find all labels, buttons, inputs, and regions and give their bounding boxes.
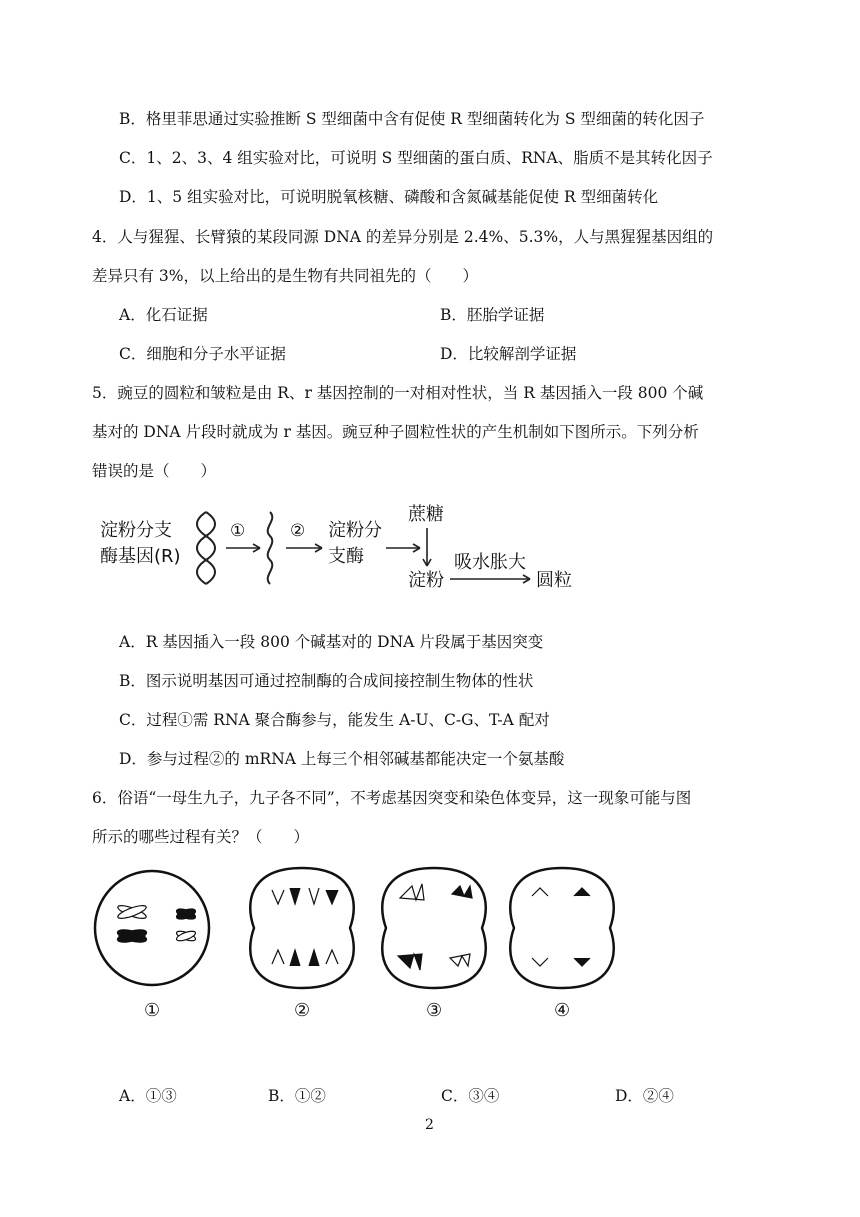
q5-stem-line3: 错误的是（ ） [92, 462, 217, 480]
mrna-strand-icon [268, 512, 273, 584]
arrow-4 [450, 575, 530, 583]
cell-label-2: ② [294, 1000, 311, 1021]
cell-1-chromosomes [116, 903, 197, 945]
arrow-3 [386, 544, 420, 552]
q3-option-b: B．格里菲思通过实验推断 S 型细菌中含有促使 R 型细菌转化为 S 型细菌的转化因子 [119, 110, 705, 128]
q6-stem-line2: 所示的哪些过程有关？（ ） [92, 828, 310, 846]
q4-option-d: D．比较解剖学证据 [440, 345, 577, 363]
page-number: 2 [425, 1117, 434, 1133]
q6-option-b: B．①② [268, 1087, 326, 1105]
q6-stem-line1: 6．俗语“一母生九子，九子各不同”，不考虑基因突变和染色体变异，这一现象可能与图 [92, 789, 692, 807]
cell-3-chromosomes [398, 884, 472, 970]
step2-label: ② [290, 521, 306, 541]
q5-option-d: D．参与过程②的 mRNA 上每三个相邻碱基都能决定一个氨基酸 [119, 750, 565, 768]
enzyme-label-line2: 支酶 [328, 546, 364, 567]
step1-label: ① [230, 521, 246, 541]
gene-label-line1: 淀粉分支 [100, 520, 172, 541]
q4-option-c: C．细胞和分子水平证据 [119, 345, 286, 363]
arrow-down [423, 528, 431, 566]
q6-option-c: C．③④ [441, 1087, 500, 1105]
cell-1 [95, 871, 209, 985]
round-label: 圆粒 [536, 570, 572, 591]
starch-label: 淀粉 [408, 570, 444, 591]
q3-option-c: C．1、2、3、4 组实验对比，可说明 S 型细菌的蛋白质、RNA、脂质不是其转化因子 [119, 149, 713, 167]
q6-option-d: D．②④ [615, 1087, 674, 1105]
enzyme-label-line1: 淀粉分 [328, 520, 382, 541]
cell-4-chromosomes [532, 888, 590, 966]
round-pea-mechanism-diagram [100, 496, 600, 600]
cell-division-figures [92, 860, 632, 1030]
q4-stem-line1: 4．人与猩猩、长臂猿的某段同源 DNA 的差异分别是 2.4%、5.3%，人与黑猩猩基因组的 [92, 228, 714, 246]
cell-2 [250, 868, 354, 988]
cell-label-4: ④ [554, 1000, 571, 1021]
arrow-1 [226, 544, 260, 552]
cell-label-1: ① [144, 1000, 161, 1021]
q4-option-a: A．化石证据 [119, 306, 208, 324]
q6-option-a: A．①③ [119, 1087, 177, 1105]
q4-stem-line2: 差异只有 3%，以上给出的是生物有共同祖先的（ ） [92, 267, 479, 285]
arrow-2 [286, 544, 322, 552]
absorb-label: 吸水胀大 [454, 552, 526, 573]
gene-label-line2: 酶基因(R) [100, 546, 181, 567]
q5-stem-line1: 5．豌豆的圆粒和皱粒是由 R、r 基因控制的一对相对性状，当 R 基因插入一段 800 个碱 [92, 384, 704, 402]
dna-helix-icon [197, 512, 215, 584]
q5-option-c: C．过程①需 RNA 聚合酶参与，能发生 A-U、C-G、T-A 配对 [119, 711, 550, 729]
q3-option-d: D．1、5 组实验对比，可说明脱氧核糖、磷酸和含氮碱基能促使 R 型细菌转化 [119, 188, 659, 206]
cell-label-3: ③ [426, 1000, 443, 1021]
q4-option-b: B．胚胎学证据 [440, 306, 545, 324]
q5-option-b: B．图示说明基因可通过控制酶的合成间接控制生物体的性状 [119, 672, 534, 690]
cell-2-chromosomes [272, 888, 338, 966]
cell-4 [510, 868, 614, 988]
sucrose-label: 蔗糖 [408, 504, 444, 525]
q5-option-a: A．R 基因插入一段 800 个碱基对的 DNA 片段属于基因突变 [119, 633, 544, 651]
q5-stem-line2: 基对的 DNA 片段时就成为 r 基因。豌豆种子圆粒性状的产生机制如下图所示。下列分析 [92, 423, 699, 441]
